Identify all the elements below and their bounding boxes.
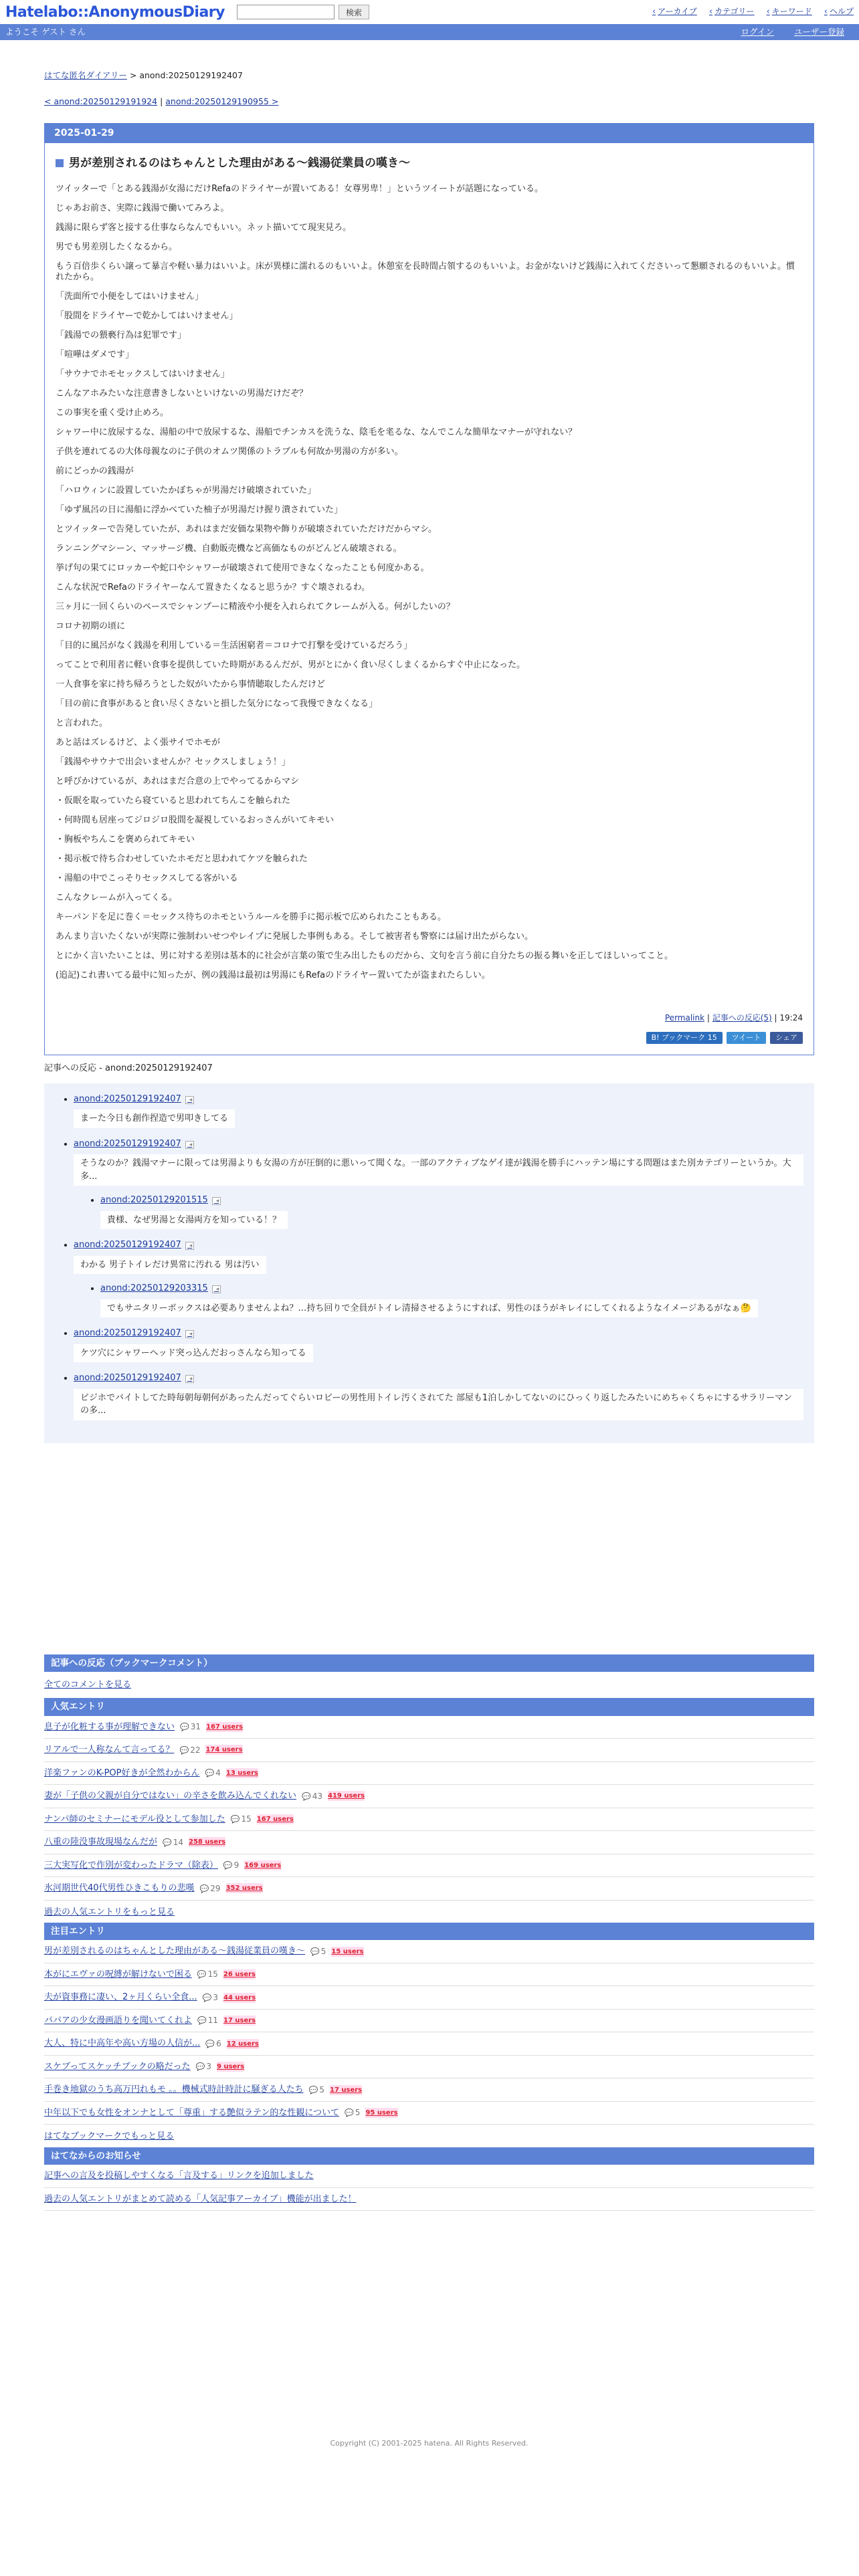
login-link[interactable]: ログイン	[741, 26, 774, 37]
bookmark-button[interactable]: B! ブックマーク 15	[646, 1032, 723, 1044]
entry-paragraph: ツイッターで「とある銭湯が女湯にだけRefaのドライヤーが置いてある！女尊男卑！」というツイートが話題になっている。	[56, 184, 544, 194]
comment-count: 💬 6	[205, 2038, 221, 2050]
responses-link[interactable]: 記事への反応(5)	[712, 1013, 772, 1023]
bookmark-users-badge[interactable]: 352 users	[225, 1885, 263, 1893]
entry-paragraph: もう百倍歩くらい譲って暴言や軽い暴力はいいよ。床が異様に濡れるのもいいよ。休憩室を長時間占領するのもいいよ。お金がないけど銭湯に入れてくださいって懇願されるのもいいよ。慣れたから。	[56, 261, 795, 282]
entry-paragraph: 三ヶ月に一回くらいのペースでシャンプーに精液や小便を入れられてクレームが入る。何がしたいの？	[56, 602, 455, 612]
entry-time: 19:24	[779, 1013, 803, 1023]
category-link[interactable]: ‹ カテゴリー	[709, 5, 755, 19]
copyright: Copyright (C) 2001-2025 hatena. All Rights Reserved.	[330, 2439, 529, 2448]
bookmark-comments-header: 記事への反応（ブックマークコメント）	[44, 1654, 814, 1672]
entry-paragraph: 挙げ句の果てにロッカーや蛇口やシャワーが破壊されて使用できなくなったことも何度かある。	[56, 563, 430, 573]
comment-count: 💬 11	[197, 2014, 218, 2027]
popular-entry	[44, 1808, 814, 1832]
entry-paragraph: ・湯船の中でこっそりセックスしてる客がいる	[56, 873, 238, 883]
entry-paragraph: 一人食事を家に持ち帰ろうとした奴がいたから事情聴取したんだけど	[56, 679, 326, 689]
main-content	[0, 70, 859, 2450]
notice-list	[44, 2165, 814, 2211]
prev-entry-link[interactable]: < anond:20250129191924	[44, 96, 158, 106]
entry-paragraph: 「目の前に食事があると食い尽くさないと損した気分になって我慢できなくなる」	[56, 699, 378, 709]
breadcrumb-current: anond:20250129192407	[139, 70, 243, 80]
response-item	[74, 1239, 803, 1317]
response-text: そうなのか？銭湯マナーに限っては男湯よりも女湯の方が圧倒的に悪いって聞くな。一部のアクティブなゲイ達が銭湯を勝手にハッテン場にする問題はまた別カテゴリーというか。大多...	[74, 1154, 803, 1186]
breadcrumb	[44, 70, 814, 82]
hot-entry	[44, 1963, 814, 1987]
entry-paragraph: 「股間をドライヤーで乾かしてはいけません」	[56, 311, 238, 321]
all-comments-link[interactable]: 全てのコメントを見る	[44, 1679, 132, 1690]
response-text: わかる 男子トイレだけ異常に汚れる 男は汚い	[74, 1256, 266, 1275]
response-id-link[interactable]: anond:20250129192407 ◂	[74, 1094, 194, 1104]
entry-paragraph: 銭湯に限らず客と接する仕事ならなんでもいい。ネット描いてて現実見ろ。	[56, 223, 352, 233]
entry-pager	[44, 96, 814, 108]
popular-entry	[44, 1831, 814, 1854]
comment-count: 💬 4	[205, 1767, 221, 1780]
sidebar-blocks	[44, 1654, 814, 2212]
top-header	[0, 0, 859, 24]
tweet-button[interactable]: ツイート	[727, 1032, 766, 1044]
entry-paragraph: 「ゆず風呂の日に湯船に浮かべていた柚子が男湯だけ握り潰されていた」	[56, 505, 343, 515]
entry-body	[56, 184, 803, 981]
response-id-link[interactable]: anond:20250129203315 ◂	[100, 1283, 221, 1293]
hot-more-link[interactable]: はてなブックマークでもっと見る	[44, 2131, 175, 2142]
hot-entry	[44, 1986, 814, 2010]
entry-paragraph: 「サウナでホモセックスしてはいけません」	[56, 369, 229, 379]
entry-paragraph: こんなアホみたいな注意書きしないといけないの男湯だけだぞ？	[56, 389, 308, 399]
bookmark-users-badge[interactable]: 17 users	[329, 2086, 363, 2094]
entry-paragraph: 子供を連れてるの大体母親なのに子供のオムツ関係のトラブルも何故か男湯の方が多い。	[56, 447, 403, 457]
popular-entry	[44, 1739, 814, 1762]
comment-count: 💬 3	[196, 2060, 211, 2073]
entry-paragraph: こんな状況でRefaのドライヤーなんて置きたくなると思うか？すぐ壊されるわ。	[56, 582, 371, 593]
nested-responses	[100, 1194, 803, 1229]
entry-paragraph: 前にどっかの銭湯が	[56, 466, 134, 476]
hot-entry	[44, 2010, 814, 2033]
comment-count: 💬 15	[231, 1813, 252, 1826]
search-form	[237, 5, 369, 19]
bookmark-users-badge[interactable]: 26 users	[223, 1971, 256, 1978]
bookmark-users-badge[interactable]: 9 users	[217, 2063, 245, 2070]
entry-paragraph: 「銭湯での猥褻行為は犯罪です」	[56, 330, 187, 340]
entry-paragraph: ・掲示板で待ち合わせしていたホモだと思われてケツを触られた	[56, 854, 308, 864]
breadcrumb-sep: >	[126, 70, 140, 80]
footer-sep: |	[704, 1013, 712, 1023]
entry-footer	[56, 1012, 803, 1024]
bookmark-users-badge[interactable]: 167 users	[206, 1723, 244, 1731]
header-links	[652, 5, 854, 19]
permalink[interactable]: Permalink	[664, 1013, 705, 1023]
notice-link[interactable]: 過去の人気エントリがまとめて読める「人気記事アーカイブ」機能が出ました！	[44, 2193, 357, 2204]
response-item	[100, 1282, 803, 1317]
entry-paragraph: キーパンドを足に巻く＝セックス待ちのホモというルールを勝手に掲示板で広められたこともある。	[56, 912, 446, 922]
entry-paragraph: とにかく言いたいことは、男に対する差別は基本的に社会が言葉の策で生み出したものだから、文句を言う前に自分たちの振る舞いを正してほしいってこと。	[56, 951, 674, 961]
notice-item	[44, 2165, 814, 2188]
popular-list	[44, 1716, 814, 1901]
entry-paragraph: 「銭湯やサウナで出会いませんか？セックスしましょう！」	[56, 757, 290, 767]
entry-paragraph: とツイッターで告発していたが、あれはまだ安価な果物や飾りが破壊されていただけだからマシ。	[56, 524, 438, 534]
response-id-link[interactable]: anond:20250129192407 ◂	[74, 1373, 194, 1383]
comment-count: 💬 43	[302, 1790, 322, 1803]
comment-count: 💬 15	[197, 1968, 218, 1981]
popular-entry	[44, 1785, 814, 1808]
bookmark-users-badge[interactable]: 17 users	[223, 2017, 256, 2024]
entry-paragraph: と呼びかけているが、あれはまだ合意の上でやってるからマシ	[56, 776, 300, 786]
response-item	[100, 1194, 803, 1229]
hot-entry-link[interactable]: 男が差別されるのはちゃんとした理由がある〜銭湯従業員の嘆き〜	[44, 1946, 306, 1957]
popular-entry	[44, 1762, 814, 1786]
pager-sep: |	[157, 96, 166, 106]
popular-entry-link[interactable]: リアルで一人称なんて言ってる？	[44, 1745, 175, 1755]
entry-paragraph: こんなクレームが入ってくる。	[56, 893, 178, 903]
hot-entry-link[interactable]: 大人、特に中高年や高い方場の人信が...	[44, 2038, 201, 2049]
hot-list	[44, 1940, 814, 2125]
bookmark-users-badge[interactable]: 419 users	[328, 1792, 365, 1800]
entry-paragraph: ってことで利用者に軽い食事を提供していた時期があるんだが、男がとにかく食い尽くしまくるからすぐ中止になった。	[56, 660, 526, 670]
entry-paragraph: 「目的に風呂がなく銭湯を利用している＝生活困窮者＝コロナで打撃を受けているだろう」	[56, 641, 413, 651]
entry-paragraph: 「喧嘩はダメです」	[56, 350, 134, 360]
help-link[interactable]: ‹ ヘルプ	[824, 5, 854, 19]
responses-list	[74, 1093, 803, 1420]
share-buttons	[56, 1032, 803, 1044]
popular-entry-link[interactable]: 洋楽ファンのK-POP好きが全然わからん	[44, 1767, 200, 1778]
response-id-link[interactable]: anond:20250129192407 ◂	[74, 1240, 194, 1250]
notice-header: はてなからのお知らせ	[44, 2147, 814, 2165]
hot-entry	[44, 2102, 814, 2125]
entry-paragraph: (追記)これ書いてる最中に知ったが、例の銭湯は最初は男湯にもRefaのドライヤー置いてたが盗まれたらしい。	[56, 970, 490, 980]
popular-entry	[44, 1716, 814, 1739]
response-text: まーた今日も創作捏造で男叩きしてる	[74, 1109, 235, 1128]
hot-header: 注目エントリ	[44, 1923, 814, 1940]
response-item	[74, 1138, 803, 1230]
hot-entry-link[interactable]: 中年以下でも女性をオンナとして「尊重」する艶似ラテン的な性観について	[44, 2107, 340, 2118]
response-text: ケツ穴にシャワーヘッド突っ込んだおっさんなら知ってる	[74, 1344, 313, 1363]
bookmark-users-badge[interactable]: 174 users	[205, 1746, 243, 1754]
popular-entry	[44, 1877, 814, 1901]
user-bar	[0, 24, 859, 40]
hot-entry	[44, 2078, 814, 2102]
popular-entry-link[interactable]: 息子が化粧する事が理解できない	[44, 1721, 175, 1732]
entry-paragraph: ・何時間も居座ってジロジロ股間を凝視しているおっさんがいてキモい	[56, 815, 335, 825]
response-text: 貴様、なぜ男湯と女湯両方を知っている！？	[100, 1211, 288, 1230]
entry-paragraph: コロナ初期の頃に	[56, 621, 126, 631]
response-id-link[interactable]: anond:20250129201515 ◂	[100, 1195, 221, 1205]
entry-paragraph: あんまり言いたくないが実際に強制わいせつやレイプに発展した事例もある。そして被害者も警察には届け出たがらない。	[56, 932, 533, 942]
popular-entry-link[interactable]: 氷河期世代40代男性ひきこもりの悲嘆	[44, 1883, 195, 1893]
footer-sep-2: |	[771, 1013, 780, 1023]
bookmark-users-badge[interactable]: 95 users	[365, 2109, 398, 2117]
popular-entry	[44, 1854, 814, 1878]
hot-entry-link[interactable]: パパアの少女漫画語りを聞いてくれよ	[44, 2015, 193, 2026]
hot-entry-link[interactable]: 手巻き地獄のうち高万円れもモ 。。機械式時計時計に騒ぎる人たち	[44, 2084, 304, 2095]
comment-count: 💬 29	[200, 1883, 221, 1895]
search-button[interactable]: 検索	[339, 5, 369, 19]
responses-title: 記事への反応 - anond:20250129192407	[44, 1063, 213, 1073]
hot-entry-link[interactable]: 夫が資事務に凄い、2ヶ月くらい全食...	[44, 1992, 197, 2003]
popular-entry-link[interactable]: 三大実写化で作別が変わったドラマ（除表）	[44, 1860, 218, 1870]
bookmark-users-badge[interactable]: 12 users	[226, 2040, 259, 2048]
comment-count: 💬 14	[163, 1836, 183, 1849]
bookmark-users-badge[interactable]: 44 users	[223, 1994, 256, 2002]
archive-link[interactable]: ‹ アーカイブ	[652, 5, 697, 19]
register-link[interactable]: ユーザー登録	[793, 26, 844, 37]
entry-paragraph: 「洗面所で小便をしてはいけません」	[56, 292, 204, 302]
entry-paragraph: 「ハロウィンに設置していたかぼちゃが男湯だけ破壊されていた」	[56, 486, 316, 496]
entry-title-text: 男が差別されるのはちゃんとした理由がある〜銭湯従業員の嘆き〜	[69, 156, 410, 170]
nested-responses	[100, 1282, 803, 1317]
facebook-share-button[interactable]: シェア	[770, 1032, 803, 1044]
comment-count: 💬 3	[203, 1992, 218, 2004]
breadcrumb-home[interactable]: はてな匿名ダイアリー	[44, 70, 127, 80]
hot-entry	[44, 1940, 814, 1963]
notice-item	[44, 2188, 814, 2212]
response-item	[74, 1372, 803, 1420]
site-logo[interactable]: Hatelabo::AnonymousDiary	[5, 3, 225, 21]
next-entry-link[interactable]: anond:20250129190955 >	[165, 96, 279, 106]
popular-header: 人気エントリ	[44, 1698, 814, 1715]
bookmark-users-badge[interactable]: 258 users	[189, 1838, 226, 1846]
entry-paragraph: シャワー中に放尿するな、湯船の中で放尿するな、湯船でチンカスを洗うな、陰毛を毟るな、なんでこんな簡単なマナーが守れない？	[56, 427, 577, 437]
entry-paragraph: と言われた。	[56, 718, 108, 728]
hot-entry	[44, 2032, 814, 2056]
entry-paragraph: ランニングマシーン、マッサージ機、自動販売機など高価なものがどんどん破壊される。	[56, 544, 402, 554]
popular-entry-link[interactable]: ナンパ師のセミナーにモデル役として参加した	[44, 1814, 225, 1824]
entry-paragraph: ・仮眠を取っていたら寝ていると思われてちんこを触られた	[56, 796, 291, 806]
entry-box	[44, 123, 814, 1056]
entry-paragraph: あと話はズレるけど、よく張サイでホモが	[56, 738, 221, 748]
response-text: でもサニタリーボックスは必要ありませんよね？…持ち回りで全員がトイレ清掃させるようにすれば、男性のほうがキレイにしてくれるようなイメージあるがなぁ🤔	[100, 1299, 758, 1318]
entry-paragraph: この事実を重く受け止めろ。	[56, 408, 169, 418]
search-input[interactable]	[237, 5, 335, 19]
popular-entry-link[interactable]: 妻が「子供の父親が自分ではない」の辛さを飲み込んでくれない	[44, 1791, 297, 1801]
response-id-link[interactable]: anond:20250129192407 ◂	[74, 1139, 194, 1149]
welcome-text: ようこそ ゲスト さん	[5, 26, 86, 37]
hot-entry-link[interactable]: 本がにエヴァの呪縛が解けないで困る	[44, 1969, 192, 1979]
bookmark-users-badge[interactable]: 169 users	[244, 1861, 282, 1869]
responses-box	[44, 1083, 814, 1443]
bookmark-users-badge[interactable]: 13 users	[225, 1769, 258, 1777]
popular-more-link[interactable]: 過去の人気エントリをもっと見る	[44, 1907, 175, 1917]
hot-entry	[44, 2056, 814, 2079]
comment-count: 💬 5	[309, 2084, 324, 2097]
keyword-link[interactable]: ‹ キーワード	[767, 5, 812, 19]
comment-count: 💬 22	[179, 1744, 200, 1757]
entry-date: 2025-01-29	[45, 124, 814, 143]
response-item	[74, 1093, 803, 1128]
response-item	[74, 1327, 803, 1362]
response-id-link[interactable]: anond:20250129192407 ◂	[74, 1328, 194, 1338]
notice-link[interactable]: 記事への言及を投稿しやすくなる「言及する」リンクを追加しました	[44, 2171, 314, 2181]
entry-title[interactable]	[56, 155, 803, 173]
popular-entry-link[interactable]: 八重の陸没事故現場なんだが	[44, 1837, 158, 1847]
entry-paragraph: 男でも男差別したくなるから。	[56, 242, 178, 252]
entry-paragraph: ・胸板やちんこを褒められてキモい	[56, 835, 195, 845]
hot-entry-link[interactable]: スケブってスケッチブックの略だった	[44, 2061, 191, 2072]
response-text: ビジホでバイトしてた時毎朝毎朝何があったんだってぐらいロビーの男性用トイレ汚くされてた 部屋も1泊しかしてないのにひっくり返したみたいにめちゃくちゃにするサラリーマンの多...	[74, 1389, 803, 1420]
comment-count: 💬 5	[310, 1945, 326, 1958]
comment-count: 💬 31	[180, 1721, 201, 1733]
title-square-icon	[56, 159, 64, 167]
entry-paragraph: じゃあお前さ、実際に銭湯で働いてみろよ。	[56, 203, 229, 213]
comment-count: 💬 9	[223, 1859, 239, 1872]
bookmark-users-badge[interactable]: 167 users	[256, 1815, 294, 1823]
bookmark-users-badge[interactable]: 15 users	[331, 1947, 364, 1955]
comment-count: 💬 5	[345, 2107, 360, 2119]
